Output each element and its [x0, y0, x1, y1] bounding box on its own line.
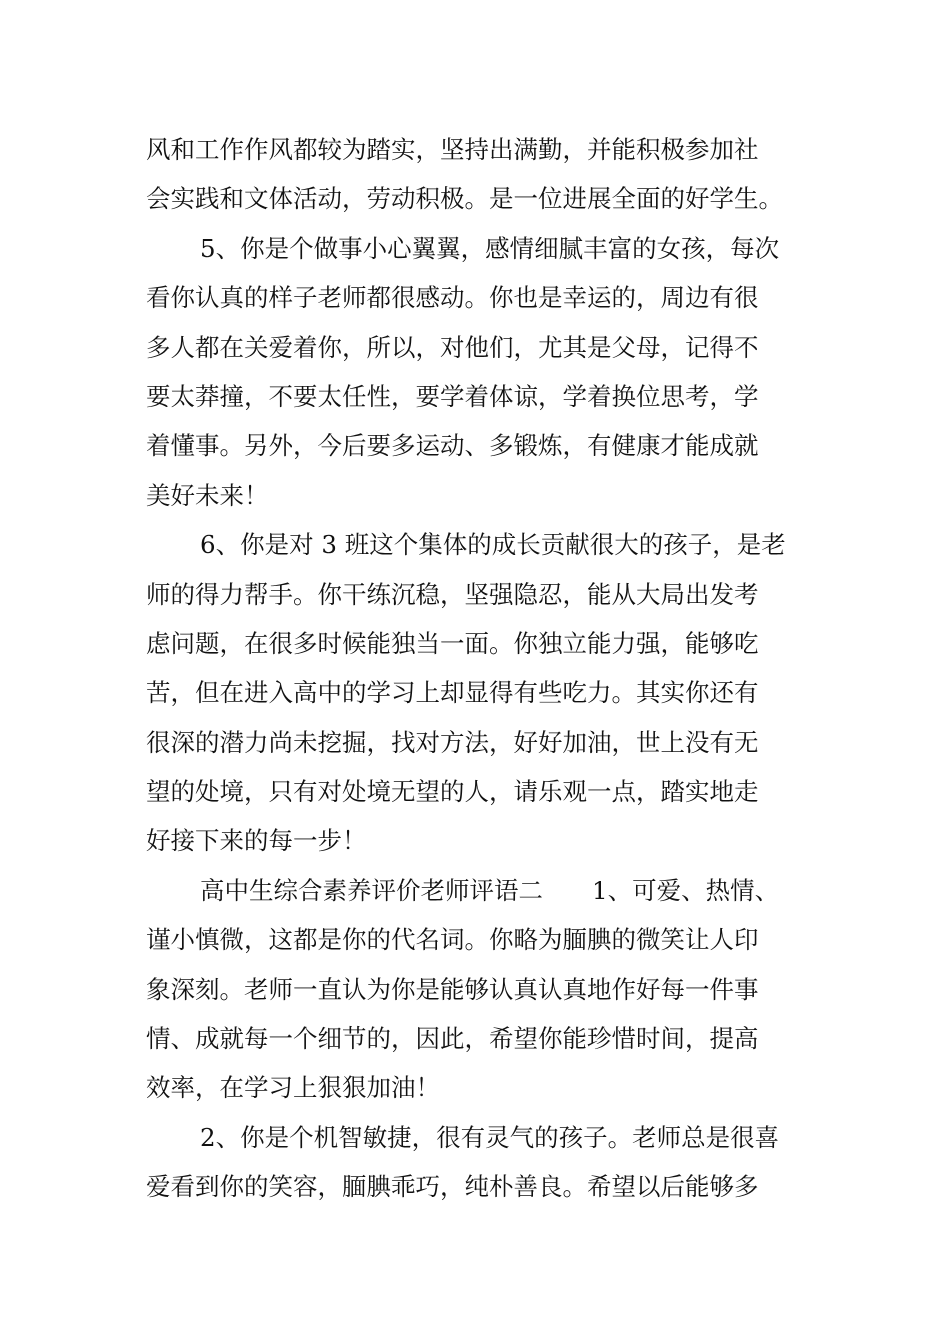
text-line: 情、成就每一个细节的，因此，希望你能珍惜时间，提高: [146, 1024, 759, 1054]
text-line: 谨小慎微，这都是你的代名词。你略为腼腆的微笑让人印: [146, 925, 759, 955]
text-line: 效率，在学习上狠狠加油！: [146, 1073, 440, 1103]
text-line: 风和工作作风都较为踏实，坚持出满勤，并能积极参加社: [146, 135, 759, 164]
text-line: 6、你是对 3 班这个集体的成长贡献很大的孩子，是老: [200, 530, 786, 560]
text-line: 望的处境，只有对处境无望的人，请乐观一点，踏实地走: [146, 777, 759, 807]
text-line: 会实践和文体活动，劳动积极。是一位进展全面的好学生。: [146, 184, 783, 214]
text-line: 师的得力帮手。你干练沉稳，坚强隐忍，能从大局出发考: [146, 579, 759, 609]
text-line: 多人都在关爱着你，所以，对他们，尤其是父母，记得不: [146, 332, 759, 362]
text-line: 美好未来！: [146, 480, 269, 510]
text-line: 高中生综合素养评价老师评语二 1、可爱、热情、: [200, 875, 780, 905]
text-line: 好接下来的每一步！: [146, 826, 367, 856]
text-line: 着懂事。另外，今后要多运动、多锻炼，有健康才能成就: [146, 431, 759, 461]
text-line: 要太莽撞，不要太任性，要学着体谅，学着换位思考，学: [146, 381, 759, 411]
text-line: 爱看到你的笑容，腼腆乖巧，纯朴善良。希望以后能够多: [146, 1172, 759, 1202]
document-body: [146, 125, 810, 1212]
text-line: 很深的潜力尚未挖掘，找对方法，好好加油，世上没有无: [146, 727, 759, 757]
text-line: 2、你是个机智敏捷，很有灵气的孩子。老师总是很喜: [200, 1122, 780, 1152]
text-line: 虑问题，在很多时候能独当一面。你独立能力强，能够吃: [146, 628, 759, 658]
text-line: 看你认真的样子老师都很感动。你也是幸运的，周边有很: [146, 283, 759, 313]
text-line: 5、你是个做事小心翼翼，感情细腻丰富的女孩，每次: [200, 233, 780, 263]
text-line: 象深刻。老师一直认为你是能够认真认真地作好每一件事: [146, 974, 759, 1004]
text-line: 苦，但在进入高中的学习上却显得有些吃力。其实你还有: [146, 678, 759, 708]
